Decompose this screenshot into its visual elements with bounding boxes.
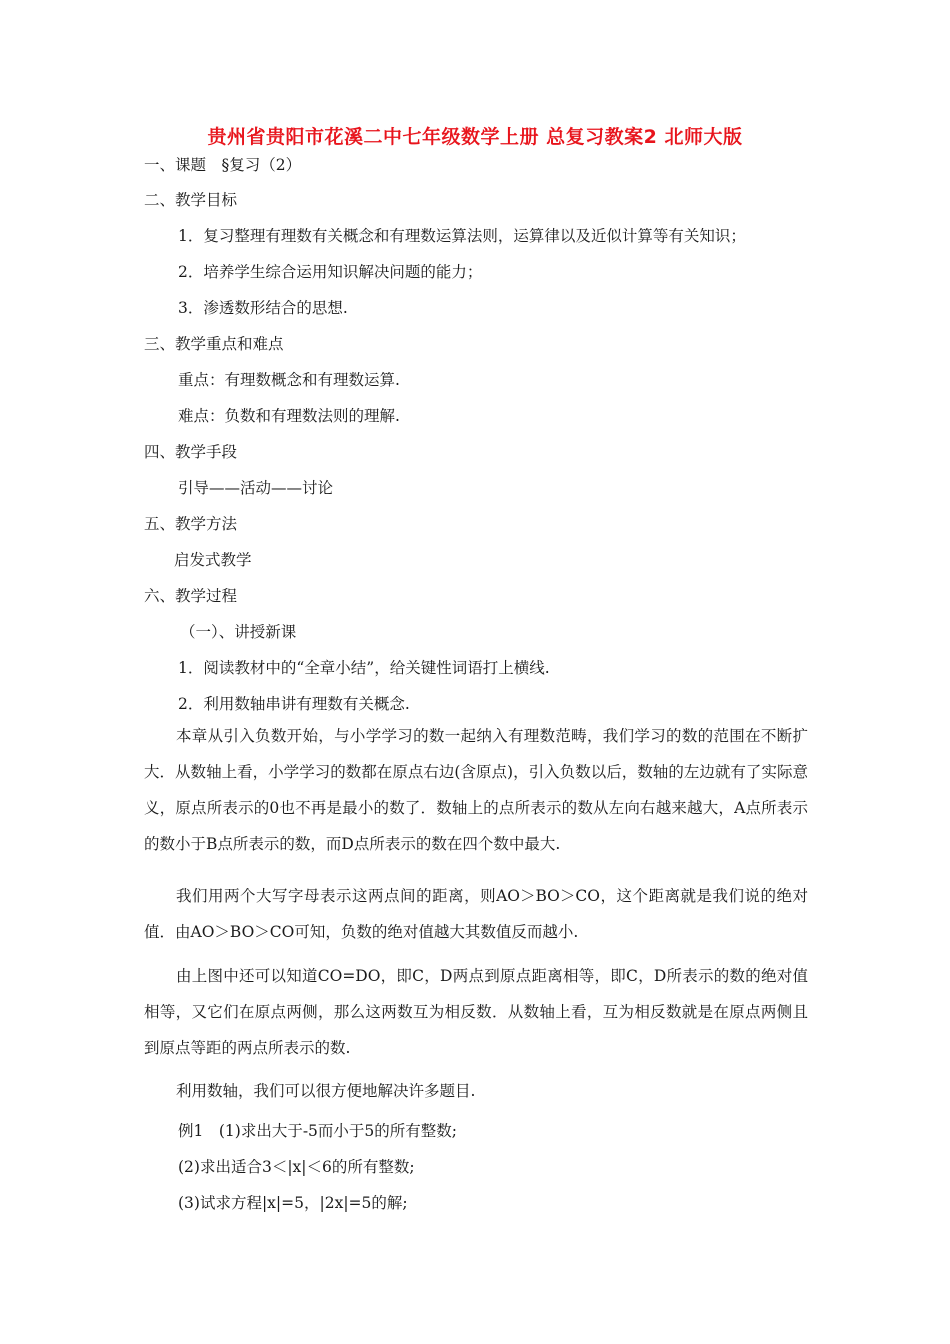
body-paragraph: 本章从引入负数开始，与小学学习的数一起纳入有理数范畴，我们学习的数的范围在不断扩大．从数轴上看，小学学习的数都在原点右边(含原点)，引入负数以后，数轴的左边就有了实际意义，原点所表示的0也不再是最小的数了．数轴上的点所表示的数从左向右越来越大，A点所表示的数小于B点所表示的数，而D点所表示的数在四个数中最大.	[144, 727, 808, 853]
objective-item: 1．复习整理有理数有关概念和有理数运算法则，运算律以及近似计算等有关知识；	[178, 227, 746, 245]
objective-item: 2．培养学生综合运用知识解决问题的能力；	[178, 263, 483, 281]
example-item: (3)试求方程|x|=5，|2x|=5的解;	[178, 1194, 408, 1212]
section-topic: 一、课题 §复习（2）	[144, 156, 302, 174]
example-item: (2)求出适合3＜|x|＜6的所有整数;	[178, 1158, 415, 1176]
keypoint-item: 难点：负数和有理数法则的理解.	[178, 407, 400, 425]
example-item: 例1 (1)求出大于-5而小于5的所有整数;	[178, 1122, 458, 1140]
section-means-heading: 四、教学手段	[144, 443, 238, 461]
body-paragraph: 由上图中还可以知道CO=DO，即C，D两点到原点距离相等，即C，D所表示的数的绝对值相等，又它们在原点两侧，那么这两数互为相反数．从数轴上看，互为相反数就是在原点两侧且到原点等距的两点所表示的数.	[144, 967, 808, 1057]
section-objectives-heading: 二、教学目标	[144, 191, 238, 209]
section-method-heading: 五、教学方法	[144, 515, 238, 533]
document-title: 贵州省贵阳市花溪二中七年级数学上册 总复习教案2 北师大版	[207, 126, 743, 148]
section-keypoints-heading: 三、教学重点和难点	[144, 335, 284, 353]
process-item: 2．利用数轴串讲有理数有关概念.	[178, 695, 410, 713]
process-item: 1．阅读教材中的“全章小结”，给关键性词语打上横线.	[178, 659, 550, 677]
method-text: 启发式教学	[174, 551, 252, 569]
means-text: 引导——活动——讨论	[178, 479, 334, 497]
body-paragraph: 利用数轴，我们可以很方便地解决许多题目.	[176, 1082, 476, 1100]
body-paragraph: 我们用两个大写字母表示这两点间的距离，则AO＞BO＞CO，这个距离就是我们说的绝对值．由AO＞BO＞CO可知，负数的绝对值越大其数值反而越小.	[144, 887, 808, 941]
objective-item: 3．渗透数形结合的思想.	[178, 299, 348, 317]
section-process-heading: 六、教学过程	[144, 587, 238, 605]
keypoint-item: 重点：有理数概念和有理数运算.	[178, 371, 400, 389]
process-subheading: （一）、讲授新课	[180, 623, 297, 641]
